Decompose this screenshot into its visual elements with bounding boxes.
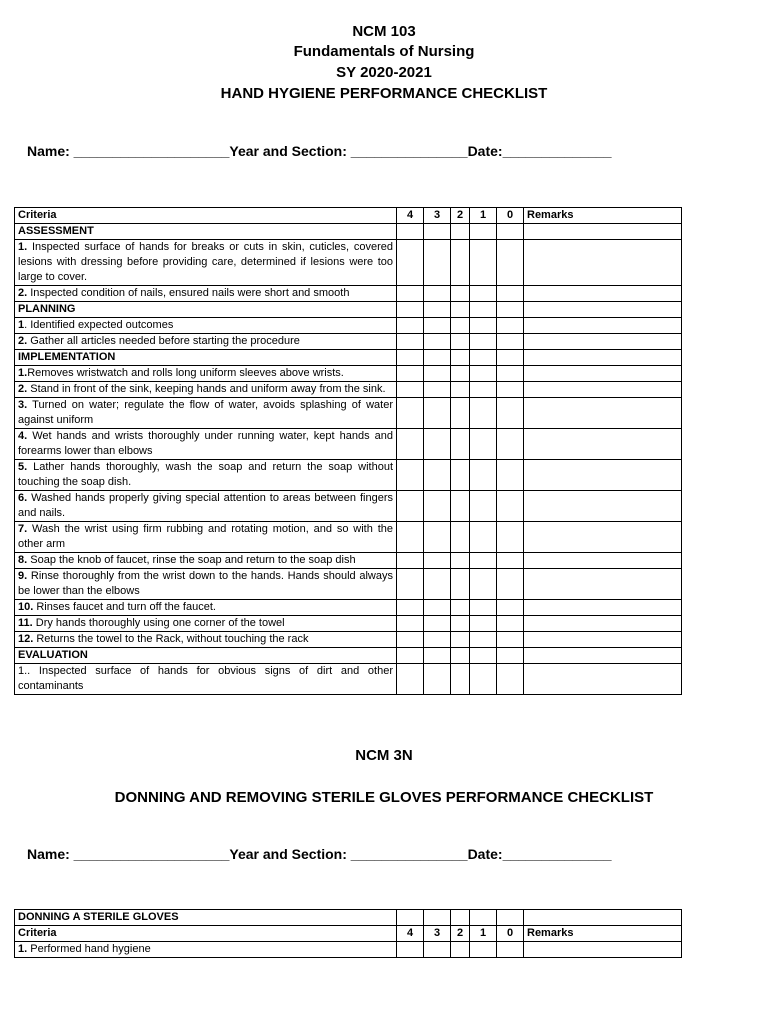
criteria-description: Washed hands properly giving special attention to areas between fingers and nails. bbox=[18, 492, 393, 519]
score-cell bbox=[451, 398, 470, 429]
criteria-number: 7. bbox=[18, 523, 28, 535]
criteria-description: Inspected condition of nails, ensured nails were short and smooth bbox=[27, 287, 350, 299]
score-cell bbox=[451, 350, 470, 366]
hand-hygiene-table-body bbox=[15, 208, 682, 695]
score-cell bbox=[524, 569, 682, 600]
score-cell bbox=[397, 398, 424, 429]
score-cell bbox=[524, 240, 682, 286]
score-cell bbox=[424, 224, 451, 240]
criteria-number: 6. bbox=[18, 492, 28, 504]
score-cell bbox=[497, 491, 524, 522]
criteria-row bbox=[15, 600, 682, 616]
criteria-row bbox=[15, 491, 682, 522]
score-cell bbox=[424, 350, 451, 366]
score-cell bbox=[397, 334, 424, 350]
score-header-3: 3 bbox=[424, 208, 451, 224]
score-cell bbox=[424, 553, 451, 569]
evaluation-row bbox=[15, 648, 682, 664]
score-cell bbox=[397, 350, 424, 366]
criteria-description: Turned on water; regulate the flow of water, avoids splashing of water against uniform bbox=[18, 399, 393, 426]
criteria-text bbox=[15, 600, 397, 616]
score-cell bbox=[470, 350, 497, 366]
score-cell bbox=[470, 569, 497, 600]
score-cell bbox=[497, 522, 524, 553]
remarks-header: Remarks bbox=[524, 208, 682, 224]
criteria-text bbox=[15, 553, 397, 569]
score-cell bbox=[451, 382, 470, 398]
score-header-0: 0 bbox=[497, 208, 524, 224]
score-cell bbox=[470, 240, 497, 286]
criteria-row bbox=[15, 398, 682, 429]
score-cell bbox=[524, 910, 682, 926]
score-cell bbox=[470, 302, 497, 318]
criteria-description: Inspected surface of hands for breaks or cuts in skin, cuticles, covered lesions with dressing before providing care, determined if lesions were too large to cover. bbox=[18, 241, 393, 283]
criteria-text bbox=[15, 240, 397, 286]
score-cell bbox=[524, 553, 682, 569]
planning-row bbox=[15, 302, 682, 318]
criteria-description: Returns the towel to the Rack, without touching the rack bbox=[33, 633, 309, 645]
criteria-row bbox=[15, 318, 682, 334]
criteria-description: Stand in front of the sink, keeping hands and uniform away from the sink. bbox=[27, 383, 386, 395]
criteria-number: 2. bbox=[18, 335, 28, 347]
criteria-number: 1. bbox=[18, 367, 28, 379]
score-cell bbox=[424, 429, 451, 460]
donning-section-label: DONNING A STERILE GLOVES bbox=[15, 910, 397, 926]
criteria-description: Rinse thoroughly from the wrist down to the hands. Hands should always be lower than the elbows bbox=[18, 570, 393, 597]
score-cell bbox=[424, 616, 451, 632]
score-cell bbox=[524, 522, 682, 553]
score-cell bbox=[524, 600, 682, 616]
criteria-description: Gather all articles needed before starting the procedure bbox=[27, 335, 300, 347]
score-cell bbox=[397, 910, 424, 926]
score-cell bbox=[470, 910, 497, 926]
score-cell bbox=[524, 382, 682, 398]
score-cell bbox=[451, 553, 470, 569]
criteria-row bbox=[15, 569, 682, 600]
criteria-number: 1 bbox=[18, 319, 25, 331]
criteria-row bbox=[15, 942, 682, 958]
score-cell bbox=[497, 632, 524, 648]
score-header-4: 4 bbox=[397, 926, 424, 942]
criteria-row bbox=[15, 664, 682, 695]
score-cell bbox=[397, 616, 424, 632]
score-cell bbox=[424, 600, 451, 616]
sterile-gloves-table-body bbox=[15, 910, 682, 958]
criteria-header: Criteria bbox=[15, 208, 397, 224]
criteria-text bbox=[15, 522, 397, 553]
evaluation-label: EVALUATION bbox=[15, 648, 397, 664]
criteria-row bbox=[15, 632, 682, 648]
score-cell bbox=[497, 460, 524, 491]
criteria-number: 2. bbox=[18, 287, 28, 299]
criteria-text bbox=[15, 286, 397, 302]
score-cell bbox=[424, 366, 451, 382]
score-cell bbox=[524, 302, 682, 318]
score-header-0: 0 bbox=[497, 926, 524, 942]
score-cell bbox=[470, 491, 497, 522]
score-cell bbox=[424, 318, 451, 334]
score-cell bbox=[397, 318, 424, 334]
score-cell bbox=[397, 632, 424, 648]
criteria-text bbox=[15, 460, 397, 491]
criteria-number: 12. bbox=[18, 633, 34, 645]
score-cell bbox=[497, 302, 524, 318]
score-header-2: 2 bbox=[451, 208, 470, 224]
score-cell bbox=[451, 616, 470, 632]
checklist-title-2: DONNING AND REMOVING STERILE GLOVES PERFORMANCE CHECKLIST bbox=[114, 789, 654, 806]
score-cell bbox=[497, 616, 524, 632]
score-cell bbox=[451, 429, 470, 460]
assessment-row bbox=[15, 224, 682, 240]
score-cell bbox=[424, 491, 451, 522]
score-cell bbox=[470, 224, 497, 240]
criteria-text bbox=[15, 942, 397, 958]
score-cell bbox=[470, 460, 497, 491]
score-cell bbox=[397, 491, 424, 522]
criteria-description: Wash the wrist using firm rubbing and rotating motion, and so with the other arm bbox=[18, 523, 393, 550]
score-cell bbox=[451, 460, 470, 491]
score-cell bbox=[497, 240, 524, 286]
score-cell bbox=[451, 318, 470, 334]
criteria-text bbox=[15, 429, 397, 460]
criteria-description: Rinses faucet and turn off the faucet. bbox=[33, 601, 216, 613]
score-cell bbox=[470, 616, 497, 632]
score-cell bbox=[451, 366, 470, 382]
header-row bbox=[15, 208, 682, 224]
score-cell bbox=[524, 429, 682, 460]
criteria-text bbox=[15, 664, 397, 695]
score-cell bbox=[397, 302, 424, 318]
criteria-number: 10. bbox=[18, 601, 34, 613]
criteria-row bbox=[15, 240, 682, 286]
score-cell bbox=[470, 318, 497, 334]
score-cell bbox=[397, 240, 424, 286]
score-cell bbox=[524, 318, 682, 334]
score-cell bbox=[470, 648, 497, 664]
score-cell bbox=[424, 632, 451, 648]
criteria-row bbox=[15, 553, 682, 569]
course-code-2: NCM 3N bbox=[355, 747, 413, 764]
criteria-number: 11. bbox=[18, 617, 33, 629]
score-cell bbox=[524, 632, 682, 648]
score-cell bbox=[524, 334, 682, 350]
criteria-number: 3. bbox=[18, 399, 28, 411]
criteria-description: Performed hand hygiene bbox=[27, 943, 151, 955]
planning-label: PLANNING bbox=[15, 302, 397, 318]
score-cell bbox=[424, 382, 451, 398]
criteria-text bbox=[15, 616, 397, 632]
sterile-gloves-table bbox=[14, 909, 682, 958]
score-cell bbox=[497, 382, 524, 398]
score-cell bbox=[497, 286, 524, 302]
criteria-row bbox=[15, 460, 682, 491]
criteria-number: 1. bbox=[18, 943, 28, 955]
score-cell bbox=[470, 600, 497, 616]
score-cell bbox=[451, 286, 470, 302]
criteria-number: 8. bbox=[18, 554, 28, 566]
score-cell bbox=[397, 664, 424, 695]
criteria-text bbox=[15, 334, 397, 350]
score-header-4: 4 bbox=[397, 208, 424, 224]
score-cell bbox=[524, 224, 682, 240]
implementation-row bbox=[15, 350, 682, 366]
score-cell bbox=[524, 648, 682, 664]
score-cell bbox=[424, 648, 451, 664]
score-cell bbox=[397, 366, 424, 382]
score-cell bbox=[497, 942, 524, 958]
criteria-description: Lather hands thoroughly, wash the soap and return the soap without touching the soap dish. bbox=[18, 461, 393, 488]
score-cell bbox=[397, 648, 424, 664]
score-cell bbox=[470, 382, 497, 398]
score-cell bbox=[470, 664, 497, 695]
score-cell bbox=[451, 632, 470, 648]
score-cell bbox=[424, 286, 451, 302]
score-cell bbox=[470, 398, 497, 429]
remarks-header: Remarks bbox=[524, 926, 682, 942]
score-cell bbox=[524, 398, 682, 429]
score-cell bbox=[470, 942, 497, 958]
criteria-number: 9. bbox=[18, 570, 28, 582]
implementation-label: IMPLEMENTATION bbox=[15, 350, 397, 366]
criteria-header: Criteria bbox=[15, 926, 397, 942]
score-cell bbox=[524, 616, 682, 632]
criteria-description: 1.. Inspected surface of hands for obvious signs of dirt and other contaminants bbox=[18, 665, 393, 692]
score-cell bbox=[497, 910, 524, 926]
score-cell bbox=[470, 553, 497, 569]
criteria-row bbox=[15, 382, 682, 398]
score-cell bbox=[451, 569, 470, 600]
criteria-row bbox=[15, 616, 682, 632]
score-cell bbox=[524, 366, 682, 382]
header-row bbox=[15, 926, 682, 942]
score-cell bbox=[424, 664, 451, 695]
score-cell bbox=[451, 664, 470, 695]
score-cell bbox=[497, 553, 524, 569]
score-cell bbox=[424, 398, 451, 429]
criteria-text bbox=[15, 382, 397, 398]
score-cell bbox=[497, 569, 524, 600]
score-cell bbox=[497, 350, 524, 366]
score-cell bbox=[397, 569, 424, 600]
score-cell bbox=[451, 491, 470, 522]
criteria-description: . Identified expected outcomes bbox=[24, 319, 174, 331]
score-cell bbox=[424, 240, 451, 286]
score-cell bbox=[424, 334, 451, 350]
score-cell bbox=[451, 648, 470, 664]
score-cell bbox=[524, 491, 682, 522]
criteria-row bbox=[15, 286, 682, 302]
criteria-text bbox=[15, 318, 397, 334]
student-info-line-2: Name: ____________________Year and Section: _______________Date:______________ bbox=[27, 846, 612, 862]
criteria-row bbox=[15, 366, 682, 382]
score-cell bbox=[497, 334, 524, 350]
score-cell bbox=[497, 664, 524, 695]
score-cell bbox=[397, 460, 424, 491]
criteria-number: 5. bbox=[18, 461, 28, 473]
criteria-row bbox=[15, 522, 682, 553]
score-cell bbox=[470, 632, 497, 648]
criteria-row bbox=[15, 334, 682, 350]
score-cell bbox=[524, 664, 682, 695]
score-cell bbox=[397, 224, 424, 240]
score-cell bbox=[497, 648, 524, 664]
score-cell bbox=[524, 942, 682, 958]
criteria-text bbox=[15, 569, 397, 600]
criteria-text bbox=[15, 491, 397, 522]
score-cell bbox=[397, 553, 424, 569]
score-cell bbox=[397, 382, 424, 398]
score-cell bbox=[497, 600, 524, 616]
score-header-1: 1 bbox=[470, 208, 497, 224]
score-cell bbox=[451, 600, 470, 616]
score-cell bbox=[524, 460, 682, 491]
criteria-number: 4. bbox=[18, 430, 28, 442]
score-cell bbox=[451, 334, 470, 350]
criteria-text bbox=[15, 632, 397, 648]
score-cell bbox=[497, 398, 524, 429]
score-cell bbox=[497, 224, 524, 240]
score-cell bbox=[451, 240, 470, 286]
hand-hygiene-table bbox=[14, 207, 682, 695]
score-cell bbox=[424, 460, 451, 491]
criteria-text bbox=[15, 366, 397, 382]
score-cell bbox=[451, 910, 470, 926]
score-cell bbox=[524, 286, 682, 302]
score-cell bbox=[424, 942, 451, 958]
checklist-title: HAND HYGIENE PERFORMANCE CHECKLIST bbox=[220, 85, 548, 102]
criteria-number: 1. bbox=[18, 241, 28, 253]
course-code: NCM 103 bbox=[352, 23, 416, 40]
score-cell bbox=[424, 569, 451, 600]
score-header-1: 1 bbox=[470, 926, 497, 942]
score-cell bbox=[397, 286, 424, 302]
score-cell bbox=[424, 910, 451, 926]
score-cell bbox=[424, 522, 451, 553]
criteria-description: Wet hands and wrists thoroughly under running water, kept hands and forearms lower than elbows bbox=[18, 430, 393, 457]
score-cell bbox=[470, 286, 497, 302]
score-cell bbox=[397, 600, 424, 616]
criteria-text bbox=[15, 398, 397, 429]
score-cell bbox=[497, 366, 524, 382]
score-cell bbox=[497, 318, 524, 334]
score-cell bbox=[470, 522, 497, 553]
score-cell bbox=[397, 522, 424, 553]
score-cell bbox=[524, 350, 682, 366]
score-cell bbox=[451, 942, 470, 958]
criteria-description: Dry hands thoroughly using one corner of the towel bbox=[32, 617, 285, 629]
score-cell bbox=[497, 429, 524, 460]
criteria-description: Removes wristwatch and rolls long uniform sleeves above wrists. bbox=[27, 367, 344, 379]
score-cell bbox=[451, 522, 470, 553]
course-title: Fundamentals of Nursing bbox=[293, 43, 475, 60]
school-year: SY 2020-2021 bbox=[336, 64, 432, 81]
score-cell bbox=[470, 429, 497, 460]
score-cell bbox=[397, 942, 424, 958]
score-cell bbox=[424, 302, 451, 318]
criteria-description: Soap the knob of faucet, rinse the soap and return to the soap dish bbox=[27, 554, 356, 566]
student-info-line: Name: ____________________Year and Section: _______________Date:______________ bbox=[27, 143, 612, 159]
score-header-3: 3 bbox=[424, 926, 451, 942]
score-cell bbox=[397, 429, 424, 460]
criteria-row bbox=[15, 429, 682, 460]
score-header-2: 2 bbox=[451, 926, 470, 942]
assessment-label: ASSESSMENT bbox=[15, 224, 397, 240]
donning-section-row bbox=[15, 910, 682, 926]
score-cell bbox=[451, 224, 470, 240]
score-cell bbox=[470, 334, 497, 350]
score-cell bbox=[470, 366, 497, 382]
score-cell bbox=[451, 302, 470, 318]
criteria-number: 2. bbox=[18, 383, 28, 395]
